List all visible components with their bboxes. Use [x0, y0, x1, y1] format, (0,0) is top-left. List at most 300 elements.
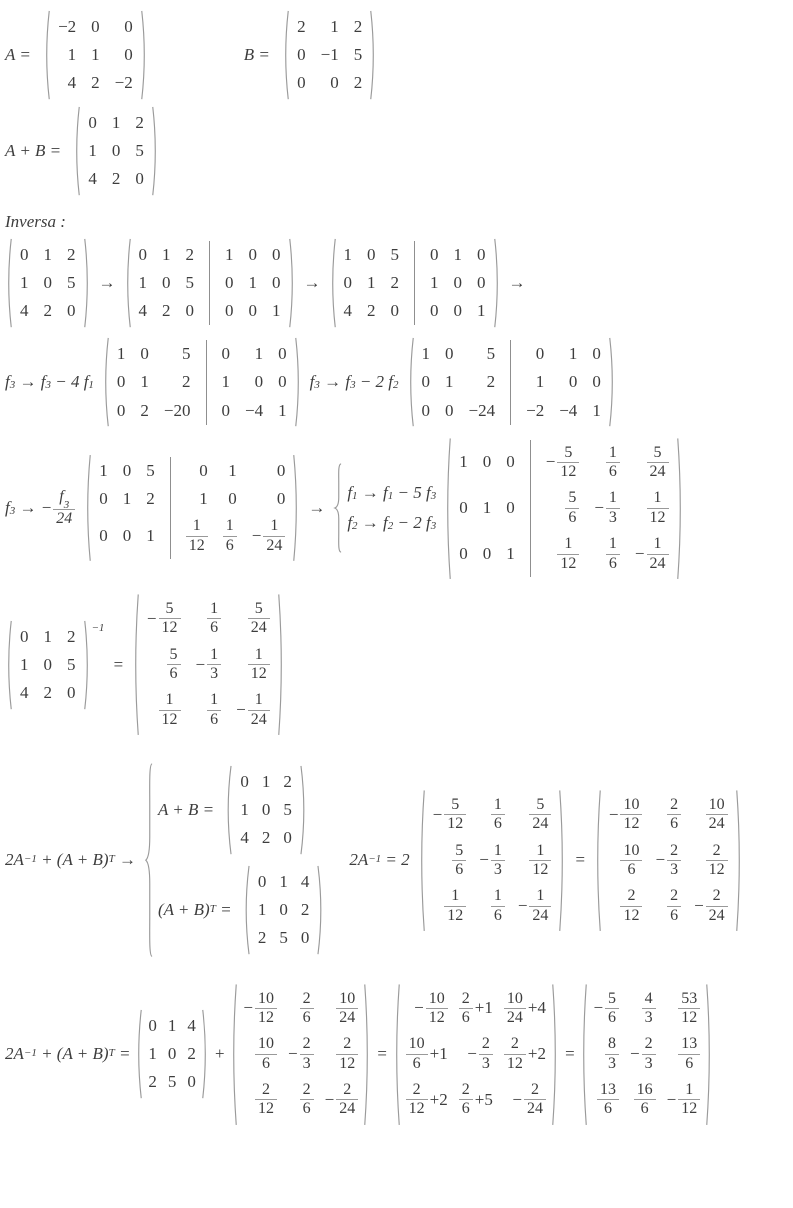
matrix-cell: −4: [245, 400, 264, 420]
equation-line-gauss-step-2: [5, 337, 793, 427]
matrix-cell: 0: [459, 543, 468, 563]
fraction-numerator: 1: [608, 535, 617, 553]
subscript: 2: [393, 379, 399, 392]
fraction-denominator: 6: [493, 815, 502, 833]
matrix-cell: [606, 440, 620, 486]
matrix-cell: 0: [278, 372, 287, 392]
fraction-numerator: 13: [681, 1035, 698, 1053]
left-paren: [282, 10, 290, 100]
matrix-cell: [452, 838, 466, 884]
matrix-cell: 0: [248, 301, 257, 321]
matrix-cell: 1: [91, 45, 100, 65]
fraction-numerator: 5: [451, 795, 460, 813]
matrix-cell: 0: [453, 301, 462, 321]
matrix-cell: 0: [67, 682, 76, 702]
fraction: [529, 842, 551, 880]
matrix-cell: 0: [122, 526, 132, 546]
matrix-cell: [414, 986, 448, 1032]
fraction-numerator: 10: [506, 989, 523, 1007]
matrix-grid: [140, 593, 277, 736]
matrix-cell: [255, 1077, 277, 1123]
fraction-denominator: 24: [339, 1100, 356, 1118]
fraction-denominator: 24: [708, 906, 725, 924]
fraction: [53, 488, 75, 528]
augmentation-bar: [530, 531, 531, 577]
left-paren: [102, 337, 110, 427]
superscript: −1: [23, 852, 37, 865]
fraction: [159, 691, 181, 729]
matrix-cell: [557, 531, 579, 577]
matrix-cell: 0: [330, 73, 339, 93]
left-paren: [393, 983, 401, 1126]
fraction-numerator: 1: [608, 489, 617, 507]
matrix-cell: 1: [199, 489, 208, 509]
matrix-cell: [634, 1077, 656, 1123]
matrix-cell: [635, 531, 669, 577]
matrix-cell: 1: [225, 245, 234, 265]
fraction: [336, 990, 358, 1028]
matrix-cell: 2: [185, 245, 194, 265]
augmentation-bar: [530, 440, 531, 486]
matrix-cell: 1: [248, 273, 257, 293]
matrix-cell: 0: [67, 301, 76, 321]
left-paren: [73, 106, 81, 196]
minus-sign: −: [479, 850, 489, 870]
matrix-cell: 1: [148, 1044, 157, 1064]
matrix-cell: 4: [187, 1016, 196, 1036]
fraction-numerator: 1: [608, 443, 617, 461]
fraction-numerator: 1: [536, 887, 545, 905]
fraction: [248, 646, 270, 684]
matrix-cell: 2: [148, 1072, 157, 1092]
matrix-cell: 2: [91, 73, 100, 93]
math-text: f: [5, 372, 10, 392]
matrix-cell: 0: [248, 245, 257, 265]
matrix: [580, 983, 713, 1126]
augmentation-bar: [206, 397, 207, 425]
minus-sign: −: [414, 998, 424, 1018]
matrix-cell: [504, 1031, 546, 1077]
fraction-numerator: 2: [530, 1081, 539, 1099]
matrix-cell: 0: [140, 344, 149, 364]
math-text: A =: [5, 45, 36, 65]
fraction-numerator: 2: [481, 1035, 490, 1053]
fraction-denominator: 6: [461, 1100, 470, 1118]
fraction: [491, 842, 505, 880]
matrix-cell: [647, 440, 669, 486]
fraction-numerator: 1: [210, 599, 219, 617]
fraction-numerator: 10: [623, 841, 640, 859]
matrix-cell: [593, 986, 619, 1032]
fraction-numerator: 10: [339, 989, 356, 1007]
math-run: [308, 498, 325, 518]
fraction-numerator: 1: [165, 691, 174, 709]
matrix-cell: 0: [199, 461, 208, 481]
matrix-cell: [606, 531, 620, 577]
added-term: +2: [429, 1089, 448, 1109]
matrix-cell: 1: [116, 344, 126, 364]
matrix-cell: [196, 642, 222, 688]
left-paren: [84, 454, 92, 562]
math-run: [376, 1044, 387, 1064]
fraction-numerator: 10: [408, 1035, 425, 1053]
matrix-cell: [694, 883, 728, 929]
augmentation-bar: [510, 368, 511, 396]
curly-brace: [333, 463, 342, 553]
matrix-cell: 0: [88, 113, 97, 133]
math-run: [112, 655, 123, 675]
math-text: (A + B): [157, 900, 210, 920]
matrix-cell: [491, 883, 505, 929]
matrix-cell: 0: [124, 17, 133, 36]
fraction: [605, 1035, 619, 1073]
matrix-cell: [667, 1077, 701, 1123]
matrix: [5, 620, 104, 710]
matrix-cell: 1: [43, 245, 52, 265]
matrix-cell: 2: [353, 17, 363, 36]
fraction: [620, 842, 642, 880]
superscript: −1: [368, 852, 382, 865]
fraction-denominator: 3: [608, 508, 617, 526]
fraction-numerator: 1: [653, 535, 662, 553]
case-line: [347, 483, 436, 503]
subscript: 2: [387, 519, 394, 532]
matrix-cell: [706, 792, 728, 838]
math-text: → −: [15, 498, 53, 518]
math-text: − 2 f: [355, 372, 394, 392]
fraction: [167, 646, 181, 684]
fraction-denominator: 6: [225, 536, 234, 554]
matrix-cell: 1: [167, 1016, 177, 1036]
math-text: B =: [243, 45, 275, 65]
right-paren: [363, 983, 371, 1126]
matrix-cell: 1: [279, 872, 288, 892]
matrix-cell: [300, 1077, 314, 1123]
math-run: [5, 372, 94, 392]
superscript: T: [108, 852, 115, 865]
matrix-cell: 1: [146, 526, 155, 546]
math-text: →: [308, 498, 326, 518]
fraction-denominator: 12: [408, 1100, 425, 1118]
right-paren: [558, 789, 566, 932]
matrix-cell: −2: [526, 400, 545, 420]
minus-sign: −: [195, 654, 206, 674]
right-paren: [369, 10, 377, 100]
fraction-denominator: 12: [447, 815, 464, 833]
fraction-numerator: 1: [685, 1081, 694, 1099]
matrix-grid: [81, 106, 151, 196]
matrix-cell: [565, 485, 579, 531]
fraction: [459, 1081, 473, 1119]
matrix-cell: 0: [283, 828, 292, 848]
matrix-exponent: −1: [91, 621, 105, 634]
fraction-denominator: 24: [532, 906, 549, 924]
matrix-cell: 0: [257, 872, 267, 892]
fraction-numerator: 5: [165, 599, 174, 617]
augmentation-bar: [414, 297, 415, 325]
matrix-grid: [143, 1009, 201, 1099]
matrix-cell: [655, 838, 681, 884]
math-text: f: [347, 483, 353, 503]
matrix-grid: [588, 983, 705, 1126]
math-run: [347, 483, 436, 503]
matrix-cell: 5: [353, 45, 363, 65]
matrix-cell: 0: [167, 1044, 177, 1064]
matrix-cell: −20: [163, 400, 191, 420]
matrix-cell: 1: [445, 372, 454, 392]
fraction-numerator: 1: [254, 645, 263, 663]
fraction-denominator: 12: [649, 508, 666, 526]
fraction: [300, 1081, 314, 1119]
math-text: 2A: [349, 850, 369, 870]
matrix-cell: [678, 1031, 700, 1077]
matrix-cell: 2: [162, 301, 171, 321]
matrix-cell: [167, 642, 181, 688]
matrix: [329, 238, 501, 328]
subscript: 1: [387, 489, 394, 502]
right-paren: [140, 10, 148, 100]
subscript: 3: [9, 504, 16, 517]
matrix-cell: [609, 792, 643, 838]
matrix-cell: [529, 838, 551, 884]
matrix-cell: [406, 1031, 448, 1077]
equation-line-sum: [5, 106, 793, 196]
matrix-cell: 0: [185, 301, 194, 321]
math-run: [158, 900, 236, 920]
matrix-cell: [467, 1031, 493, 1077]
matrix: [393, 983, 559, 1126]
fraction: [647, 444, 669, 482]
fraction-numerator: 5: [536, 795, 545, 813]
superscript: −1: [23, 1046, 37, 1059]
matrix-cell: 5: [67, 273, 76, 293]
fraction-denominator: 24: [56, 509, 73, 527]
math-text: =: [376, 1044, 388, 1064]
matrix-cell: [147, 596, 181, 642]
fraction-denominator: 24: [266, 536, 283, 554]
matrix-cell: 1: [140, 372, 149, 392]
fraction-numerator: 1: [192, 517, 201, 535]
fraction-numerator: 2: [302, 1035, 311, 1053]
matrix-cell: [325, 1077, 359, 1123]
matrix-cell: [300, 986, 314, 1032]
matrix-cell: 1: [138, 273, 147, 293]
matrix-cell: 1: [430, 273, 439, 293]
matrix-cell: 0: [20, 626, 29, 646]
math-text: =: [563, 1044, 576, 1064]
curly-brace: [144, 762, 153, 958]
augmentation-bar: [206, 368, 207, 396]
minus-sign: −: [324, 1089, 335, 1109]
matrix-grid: [401, 983, 551, 1126]
fraction-numerator: 5: [564, 443, 573, 461]
right-paren: [735, 789, 743, 932]
math-text: f: [309, 372, 315, 392]
fraction: [248, 691, 270, 729]
fraction-numerator: [56, 488, 72, 512]
matrix-cell: −2: [114, 73, 133, 93]
matrix-cell: 0: [135, 169, 144, 189]
fraction-numerator: 2: [461, 989, 470, 1007]
fraction: [248, 600, 270, 638]
matrix-cell: [667, 792, 681, 838]
matrix-cell: 0: [254, 372, 264, 392]
fraction: [642, 1035, 656, 1073]
matrix: [84, 454, 300, 562]
matrix-cell: [504, 986, 546, 1032]
matrix-cell: [647, 485, 669, 531]
matrix-cell: 1: [459, 452, 468, 472]
case-line: [158, 765, 308, 855]
matrix-cell: 1: [453, 245, 462, 265]
fraction: [300, 1035, 314, 1073]
fraction-denominator: 12: [447, 906, 464, 924]
added-term: +2: [527, 1044, 546, 1064]
fraction-numerator: 2: [302, 989, 311, 1007]
matrix-grid: [233, 765, 299, 855]
matrix-cell: 2: [297, 17, 306, 36]
fraction: [207, 691, 221, 729]
fraction-denominator: 24: [532, 815, 549, 833]
fraction-numerator: 5: [455, 841, 464, 859]
matrix-cell: 2: [111, 169, 121, 189]
fraction-numerator: 53: [681, 989, 698, 1007]
fraction: [223, 517, 237, 555]
minus-sign: −: [512, 1089, 522, 1109]
fraction-numerator: 1: [493, 841, 502, 859]
fraction-denominator: 6: [412, 1054, 421, 1072]
math-run: [564, 1044, 575, 1064]
matrix-cell: 0: [225, 273, 234, 293]
matrix-cell: [620, 838, 642, 884]
equation-line-inversa-label: [5, 212, 793, 232]
right-paren: [277, 593, 285, 736]
matrix: [418, 789, 567, 932]
fraction: [529, 887, 551, 925]
matrix-cell: 2: [187, 1044, 196, 1064]
matrix-cell: [252, 513, 286, 559]
fraction: [406, 1035, 428, 1073]
fraction-numerator: 2: [343, 1035, 352, 1053]
left-paren: [43, 10, 51, 100]
matrix-cell: 0: [43, 273, 52, 293]
matrix-cell: 4: [20, 301, 29, 321]
matrix-cell: 5: [182, 344, 191, 364]
subscript: 2: [352, 519, 358, 532]
math-text: + (A + B): [36, 850, 109, 870]
matrix: [135, 1009, 209, 1099]
matrix-cell: 1: [254, 344, 264, 364]
fraction: [606, 535, 620, 573]
matrix-cell: 2: [486, 372, 496, 392]
matrix-cell: 1: [43, 626, 52, 646]
matrix-cell: 1: [240, 800, 249, 820]
matrix-cell: 0: [111, 141, 121, 161]
fraction-numerator: 2: [670, 887, 679, 905]
matrix-grid: [92, 454, 292, 562]
augmentation-bar: [170, 513, 171, 559]
cases-group: [144, 762, 325, 958]
matrix-cell: 4: [138, 301, 147, 321]
right-paren: [292, 454, 300, 562]
matrix-cell: 1: [278, 400, 287, 420]
matrix-cell: 0: [430, 301, 439, 321]
matrix-cell: 5: [486, 344, 496, 364]
matrix-grid: [452, 437, 675, 580]
matrix-grid: [602, 789, 735, 932]
math-run: [509, 273, 526, 293]
fraction-denominator: 6: [627, 860, 636, 878]
fraction: [706, 842, 728, 880]
matrix-cell: [248, 596, 270, 642]
matrix-cell: 0: [240, 772, 249, 792]
matrix-cell: 2: [353, 73, 363, 93]
minus-sign: −: [243, 998, 253, 1018]
math-run: [158, 800, 218, 820]
matrix-cell: 5: [135, 141, 144, 161]
matrix-cell: 1: [122, 489, 132, 509]
fraction: [557, 535, 579, 573]
subscript: 3: [430, 489, 437, 502]
matrix-cell: 4: [300, 872, 310, 892]
fraction-denominator: 12: [506, 1054, 523, 1072]
right-paren: [83, 620, 91, 710]
matrix-cell: [597, 1077, 619, 1123]
fraction: [444, 887, 466, 925]
left-paren: [580, 983, 588, 1126]
fraction-numerator: 13: [600, 1081, 617, 1099]
augmentation-bar: [170, 457, 171, 485]
matrix-cell: 1: [20, 273, 29, 293]
matrix-cell: 0: [453, 273, 462, 293]
math-text: → f: [319, 372, 351, 392]
fraction-denominator: 6: [210, 619, 219, 637]
fraction: [678, 1035, 700, 1073]
math-text: →: [508, 273, 526, 293]
fraction-denominator: 12: [681, 1100, 698, 1118]
fraction-numerator: 1: [254, 691, 263, 709]
left-paren: [444, 437, 452, 580]
matrix-cell: 0: [445, 400, 454, 420]
fraction-denominator: 12: [623, 815, 640, 833]
matrix-cell: 2: [135, 113, 144, 133]
added-term: +1: [474, 998, 493, 1018]
fraction: [524, 1081, 546, 1119]
fraction-denominator: 3: [481, 1054, 490, 1072]
fraction-denominator: 6: [302, 1008, 311, 1026]
fraction-numerator: 5: [608, 989, 617, 1007]
matrix-cell: [642, 986, 656, 1032]
matrix-cell: 2: [43, 301, 52, 321]
matrix-cell: [706, 838, 728, 884]
fraction-numerator: 10: [258, 989, 274, 1007]
matrix-cell: 0: [276, 489, 286, 509]
fraction-numerator: 2: [461, 1081, 470, 1099]
left-paren: [132, 593, 140, 736]
fraction: [186, 517, 208, 555]
fraction-denominator: 3: [670, 860, 679, 878]
fraction: [706, 887, 728, 925]
fraction-denominator: 24: [250, 710, 267, 728]
right-paren: [608, 337, 616, 427]
matrix-cell: 0: [482, 543, 492, 563]
fraction-denominator: 6: [493, 906, 502, 924]
fraction-denominator: 12: [623, 906, 640, 924]
matrix-cell: 0: [116, 372, 126, 392]
matrix-cell: 2: [283, 772, 292, 792]
matrix-cell: [459, 986, 493, 1032]
fraction: [159, 600, 181, 638]
